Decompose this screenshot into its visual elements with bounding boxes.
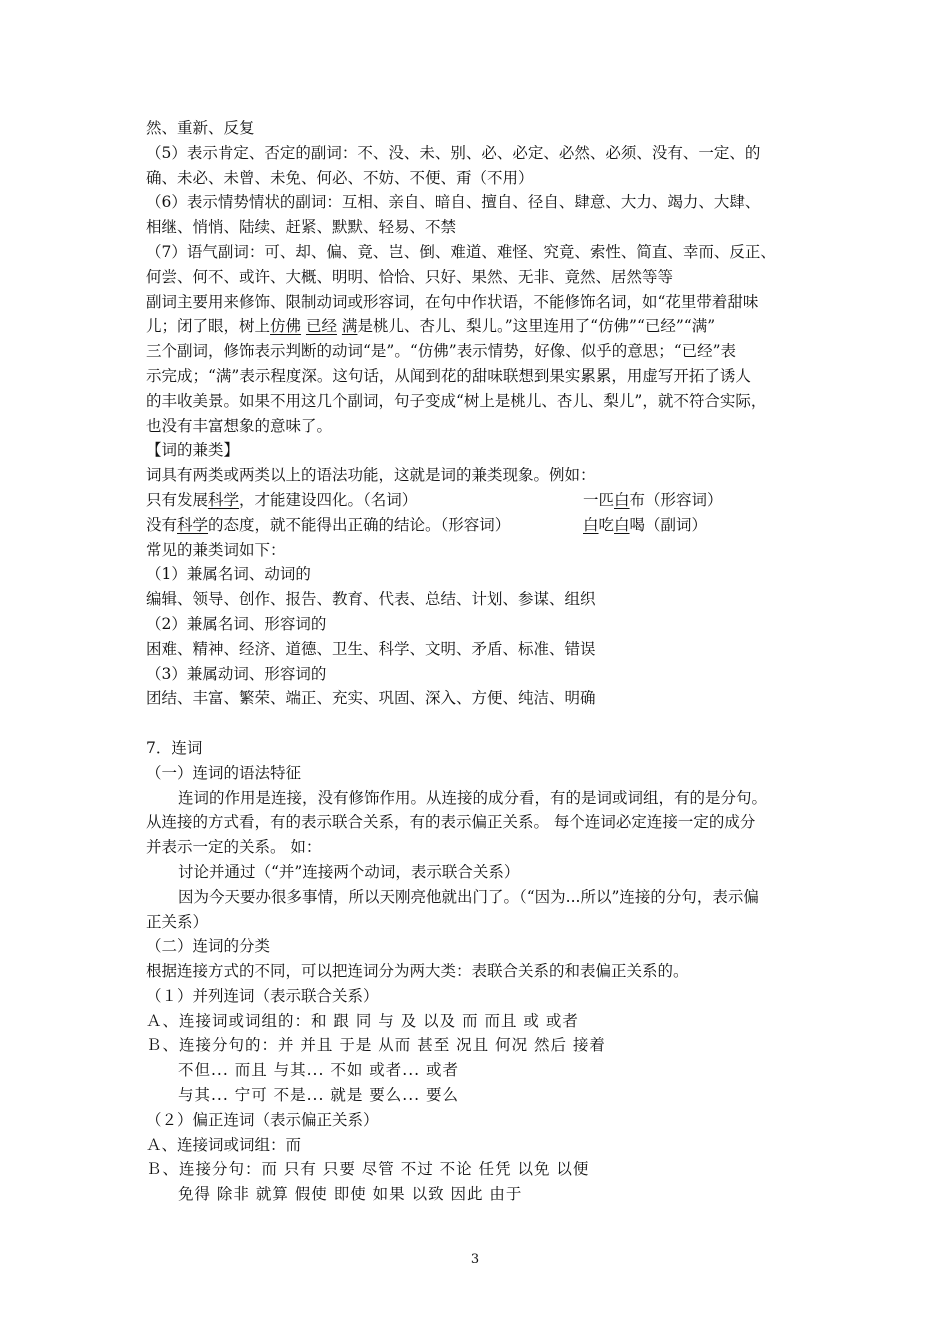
text-line: 从连接的方式看，有的表示联合关系，有的表示偏正关系。 每个连词必定连接一定的成分 bbox=[146, 813, 756, 832]
underlined-word: 白 bbox=[614, 490, 630, 509]
section-heading: 7．连词 bbox=[146, 738, 203, 757]
text-line: 示完成；“满”表示程度深。这句话，从闻到花的甜味联想到果实累累，用虚写开拓了诱人 bbox=[146, 366, 751, 385]
example-row bbox=[146, 513, 816, 538]
text-line: 根据连接方式的不同，可以把连词分为两大类：表联合关系的和表偏正关系的。 bbox=[146, 962, 689, 981]
text-span: 一匹 bbox=[583, 490, 615, 509]
underlined-word: 已经 bbox=[305, 317, 337, 336]
text-line: 也没有丰富想象的意味了。 bbox=[146, 416, 333, 435]
text-line: 三个副词，修饰表示判断的动词“是”。“仿佛”表示情势，好像、似乎的意思；“已经”表 bbox=[146, 342, 737, 361]
text-line: 不但... 而且 与其... 不如 或者... 或者 bbox=[178, 1061, 459, 1080]
example-line: 讨论并通过（“并”连接两个动词，表示联合关系） bbox=[178, 862, 520, 881]
text-line: 何尝、何不、或许、大概、明明、恰恰、只好、果然、无非、竟然、居然等等 bbox=[146, 267, 674, 286]
text-line: 词具有两类或两类以上的语法功能，这就是词的兼类现象。例如： bbox=[146, 466, 596, 485]
text-line: 确、未必、未曾、未免、何必、不妨、不便、甭（不用） bbox=[146, 168, 534, 187]
text-line: （1）兼属名词、动词的 bbox=[146, 565, 311, 584]
text-line: Ｂ、连接分句：而 只有 只要 尽管 不过 不论 任凭 以免 以便 bbox=[146, 1160, 590, 1179]
text-span: 布（形容词） bbox=[629, 490, 723, 509]
text-line: （１）并列连词（表示联合关系） bbox=[146, 986, 379, 1005]
text-line: 困难、精神、经济、道德、卫生、科学、文明、矛盾、标准、错误 bbox=[146, 639, 596, 658]
example-right bbox=[583, 488, 723, 513]
text-span: 喝（副词） bbox=[629, 515, 708, 534]
text-span: 儿；闭了眼，树上 bbox=[146, 317, 271, 336]
text-line: 免得 除非 就算 假使 即使 如果 以致 因此 由于 bbox=[178, 1185, 523, 1204]
text-line: Ａ、连接词或词组：而 bbox=[146, 1135, 302, 1154]
text-line: 副词主要用来修饰、限制动词或形容词，在句中作状语，不能修饰名词，如“花里带着甜味 bbox=[146, 292, 759, 311]
example-right bbox=[583, 513, 707, 538]
text-line: 团结、丰富、繁荣、端正、充实、巩固、深入、方便、纯洁、明确 bbox=[146, 689, 596, 708]
text-line: 然、重新、反复 bbox=[146, 119, 255, 137]
text-span: 吃 bbox=[598, 515, 615, 534]
text-line: Ａ、连接词或词组的：和 跟 同 与 及 以及 而 而且 或 或者 bbox=[146, 1011, 579, 1030]
text-span: ，才能建设四化。（名词） bbox=[239, 490, 418, 509]
text-span: 是桃儿、杏儿、梨儿。”这里连用了“仿佛”“已经”“满” bbox=[357, 317, 716, 336]
underlined-word: 科学 bbox=[177, 515, 209, 534]
text-span: 没有 bbox=[146, 515, 178, 534]
page-number: 3 bbox=[470, 1252, 480, 1267]
example-line: 因为今天要办很多事情，所以天刚亮他就出门了。（“因为...所以”连接的分句，表示偏 bbox=[178, 887, 759, 906]
text-line: 与其... 宁可 不是... 就是 要么... 要么 bbox=[178, 1086, 459, 1105]
text-line: 相继、悄悄、陆续、赶紧、默默、轻易、不禁 bbox=[146, 218, 457, 237]
underlined-word: 满 bbox=[341, 317, 358, 336]
text-line: 正关系） bbox=[146, 912, 209, 931]
example-left bbox=[146, 516, 510, 534]
text-line: （5）表示肯定、否定的副词：不、没、未、别、必、必定、必然、必须、没有、一定、的 bbox=[146, 143, 761, 162]
subsection-heading: （二）连词的分类 bbox=[146, 937, 271, 956]
text-line: 常见的兼类词如下： bbox=[146, 540, 286, 559]
blank-line bbox=[146, 711, 816, 736]
underlined-example-line bbox=[146, 314, 816, 339]
example-row bbox=[146, 488, 816, 513]
page-content bbox=[146, 116, 816, 1207]
underlined-word: 科学 bbox=[208, 490, 240, 509]
text-line: （6）表示情势情状的副词：互相、亲自、暗自、擅自、径自、肆意、大力、竭力、大肆、 bbox=[146, 193, 761, 212]
underlined-word: 白 bbox=[583, 515, 599, 534]
section-heading: 【词的兼类】 bbox=[146, 441, 240, 460]
underlined-word: 白 bbox=[614, 515, 630, 534]
text-span: 的态度，就不能得出正确的结论。（形容词） bbox=[208, 515, 511, 534]
text-line: （7）语气副词：可、却、偏、竟、岂、倒、难道、难怪、究竟、索性、简直、幸而、反正、 bbox=[146, 242, 776, 261]
subsection-heading: （一）连词的语法特征 bbox=[146, 763, 302, 782]
text-line: （2）兼属名词、形容词的 bbox=[146, 614, 327, 633]
text-line: 并表示一定的关系。 如： bbox=[146, 838, 322, 857]
text-line: 编辑、领导、创作、报告、教育、代表、总结、计划、参谋、组织 bbox=[146, 590, 596, 609]
text-line: 的丰收美景。如果不用这几个副词，句子变成“树上是桃儿、杏儿、梨儿”，就不符合实际， bbox=[146, 391, 767, 410]
text-line: （3）兼属动词、形容词的 bbox=[146, 664, 327, 683]
text-line: （２）偏正连词（表示偏正关系） bbox=[146, 1110, 379, 1129]
underlined-word: 仿佛 bbox=[270, 317, 302, 336]
example-left bbox=[146, 491, 417, 509]
text-span: 只有发展 bbox=[146, 490, 209, 509]
paragraph-first-line: 连词的作用是连接，没有修饰作用。从连接的成分看，有的是词或词组，有的是分句。 bbox=[178, 788, 768, 807]
text-line: Ｂ、连接分句的：并 并且 于是 从而 甚至 况且 何况 然后 接着 bbox=[146, 1036, 606, 1055]
